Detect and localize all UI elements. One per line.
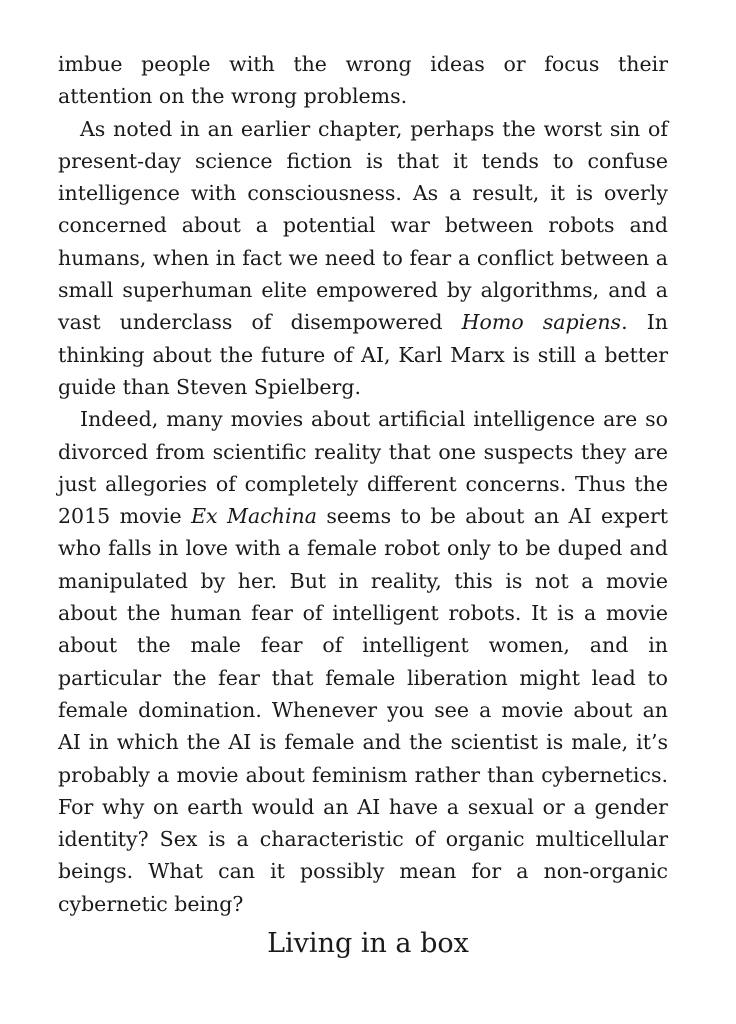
- paragraph-science-fiction: [58, 113, 668, 404]
- italic-title-ex-machina: Ex Machina: [191, 504, 317, 529]
- paragraph-continuation: [58, 48, 668, 113]
- page-body: [58, 48, 668, 920]
- paragraph-text: seems to be about an AI expert who falls in love with a female robot only to be duped and manipulated by her. But in reality, this is not a movie about the human fear of intelligent robots. It is a movie about the male fear of intelligent women, and in particular the fear that female liberation might lead to female domination. Whenever you see a movie about an AI in which the AI is female and the scientist is male, it’s probably a movie about feminism rather than cybernetics. For why on earth would an AI have a sexual or a gender identity? Sex is a characteristic of organic multicellular beings. What can it possibly mean for a non-organic cybernetic being?: [58, 504, 668, 916]
- paragraph-text: imbue people with the wrong ideas or focus their attention on the wrong problems.: [58, 52, 668, 109]
- paragraph-text: As noted in an earlier chapter, perhaps the worst sin of present-day science fiction is that it tends to confuse intelligence with consciousness. As a result, it is overly concerned about a potential war between robots and humans, when in fact we need to fear a conflict between a small superhuman elite empowered by algorithms, and a vast underclass of disempowered: [58, 116, 668, 335]
- paragraph-text: Indeed, many movies about artificial intelligence are so divorced from scientific reality that one suspects they are just allegories of completely different concerns. Thus the 2015 movie: [58, 407, 668, 529]
- paragraph-text: . In thinking about the future of AI, Karl Marx is still a better guide than Steven Spielberg.: [58, 310, 668, 399]
- section-heading: Living in a box: [267, 928, 469, 959]
- paragraph-movies: [58, 403, 668, 920]
- italic-term-homo-sapiens: Homo sapiens: [461, 310, 622, 335]
